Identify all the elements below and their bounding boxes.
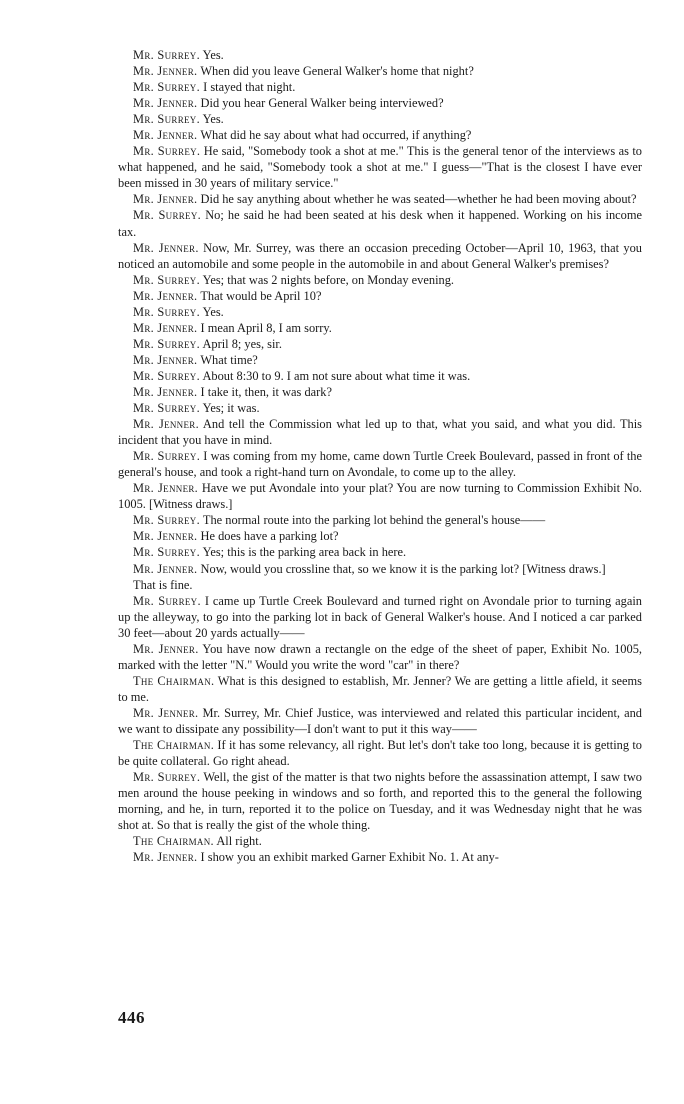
speech-text: Yes. [202,112,224,127]
transcript-paragraph [118,47,642,63]
transcript-paragraph [118,416,642,448]
speaker-name: Mr. Jenner. [133,529,198,544]
speaker-name: Mr. Jenner. [133,320,198,335]
speech-text: Well, the gist of the matter is that two nights before the assassination attempt, I saw two men around the house peeking in windows and so forth, and reported this to the general the following morning, and he, in turn, reported it to the police on Tuesday, and it was Wednesday night that he was shot at. So that is really the gist of the whole thing. [118,770,642,833]
transcript-paragraph [118,63,642,79]
speaker-name: Mr. Surrey. [133,545,201,560]
speaker-name: Mr. Jenner. [133,64,198,79]
transcript-paragraph [118,849,642,865]
transcript-paragraph [118,240,642,272]
speech-text: You have now drawn a rectangle on the edge of the sheet of paper, Exhibit No. 1005, marked with the letter "N." Would you write the word "car" in there? [118,641,642,672]
speaker-name: Mr. Surrey. [133,336,201,351]
transcript-paragraph [118,79,642,95]
speaker-name: Mr. Jenner. [133,192,198,207]
speaker-name: Mr. Surrey. [133,401,201,416]
speaker-name: Mr. Surrey. [133,593,201,608]
transcript-paragraph [118,544,642,560]
speaker-name: Mr. Jenner. [133,705,199,720]
speaker-name: Mr. Jenner. [133,288,198,303]
transcript-paragraph [118,673,642,705]
transcript-paragraph [118,577,642,593]
speech-text: Have we put Avondale into your plat? You are now turning to Commission Exhibit No. 1005. [Witness draws.] [118,481,642,512]
speech-text: Yes. [202,304,224,319]
speech-text: That is fine. [133,577,193,592]
transcript-paragraph [118,111,642,127]
transcript-paragraph [118,95,642,111]
speech-text: I stayed that night. [203,80,296,95]
speaker-name: Mr. Surrey. [133,208,202,223]
transcript-page [118,47,642,865]
speaker-name: Mr. Surrey. [133,513,201,528]
speaker-name: Mr. Surrey. [133,449,201,464]
speech-text: What is this designed to establish, Mr. Jenner? We are getting a little afield, it seems to me. [118,673,642,704]
speaker-name: Mr. Jenner. [133,850,198,865]
speech-text: He said, "Somebody took a shot at me." This is the general tenor of the interviews as to what happened, and he said, "Somebody took a shot at me." I guess—"That is the closest I have ever been missed in 30 years of military service." [118,144,642,191]
transcript-paragraph [118,833,642,849]
speech-text: Now, Mr. Surrey, was there an occasion preceding October—April 10, 1963, that you noticed an automobile and some people in the automobile in and about General Walker's premises? [118,240,642,271]
transcript-paragraph [118,705,642,737]
speaker-name: Mr. Jenner. [133,641,199,656]
transcript-paragraph [118,272,642,288]
transcript-paragraph [118,127,642,143]
page-number: 446 [118,1008,145,1027]
speech-text: Yes; it was. [202,401,260,416]
speech-text: Now, would you crossline that, so we know it is the parking lot? [Witness draws.] [200,561,606,576]
speech-text: When did you leave General Walker's home that night? [200,64,474,79]
transcript-paragraph [118,512,642,528]
speech-text: If it has some relevancy, all right. But let's don't take too long, because it is getting to be quite collateral. Go right ahead. [118,738,642,769]
speaker-name: Mr. Jenner. [133,240,199,255]
speech-text: That would be April 10? [200,288,322,303]
speech-text: And tell the Commission what led up to that, what you said, and what you did. This incident that you have in mind. [118,417,642,448]
speech-text: Mr. Surrey, Mr. Chief Justice, was interviewed and related this particular incident, and we want to dissipate any possibility—I don't want to put it this way—— [118,705,642,736]
speech-text: All right. [216,834,262,849]
transcript-paragraph [118,207,642,239]
transcript-paragraph [118,352,642,368]
speech-text: Yes; that was 2 nights before, on Monday evening. [202,272,454,287]
speaker-name: Mr. Surrey. [133,304,201,319]
transcript-paragraph [118,143,642,191]
transcript-paragraph [118,288,642,304]
speaker-name: Mr. Surrey. [133,368,201,383]
transcript-paragraph [118,304,642,320]
speech-text: I mean April 8, I am sorry. [200,320,332,335]
speaker-name: Mr. Surrey. [133,770,201,785]
speech-text: He does have a parking lot? [200,529,339,544]
transcript-paragraph [118,191,642,207]
transcript-paragraph [118,528,642,544]
transcript-paragraph [118,336,642,352]
speaker-name: Mr. Surrey. [133,80,201,95]
transcript-paragraph [118,769,642,833]
speech-text: What did he say about what had occurred, if anything? [200,128,472,143]
transcript-paragraph [118,384,642,400]
transcript-paragraph [118,641,642,673]
speech-text: Yes; this is the parking area back in here. [202,545,407,560]
speech-text: I was coming from my home, came down Turtle Creek Boulevard, passed in front of the general's house, and took a right-hand turn on Avondale, to come up to the alley. [118,449,642,480]
speech-text: No; he said he had been seated at his desk when it happened. Working on his income tax. [118,208,642,239]
speaker-name: The Chairman. [133,738,215,753]
speech-text: Did he say anything about whether he was seated—whether he had been moving about? [200,192,637,207]
speaker-name: Mr. Jenner. [133,481,199,496]
speaker-name: Mr. Surrey. [133,272,201,287]
transcript-paragraph [118,480,642,512]
speaker-name: Mr. Jenner. [133,417,199,432]
transcript-paragraph [118,448,642,480]
speaker-name: The Chairman. [133,834,214,849]
transcript-paragraph [118,400,642,416]
speech-text: The normal route into the parking lot behind the general's house—— [202,513,546,528]
transcript-paragraph [118,593,642,641]
speaker-name: Mr. Jenner. [133,561,198,576]
speech-text: What time? [200,352,258,367]
transcript-paragraph [118,737,642,769]
speaker-name: Mr. Surrey. [133,48,201,62]
speaker-name: Mr. Jenner. [133,384,198,399]
speaker-name: Mr. Surrey. [133,144,201,159]
transcript-paragraph [118,561,642,577]
speaker-name: Mr. Surrey. [133,112,201,127]
speech-text: I came up Turtle Creek Boulevard and turned right on Avondale prior to turning again up the alleyway, to go into the parking lot in back of General Walker's house. And I noticed a car parked 30 feet—about 20 yards actually—— [118,593,642,640]
speech-text: I show you an exhibit marked Garner Exhibit No. 1. At any- [200,850,499,865]
speaker-name: Mr. Jenner. [133,96,198,111]
speech-text: Did you hear General Walker being interviewed? [200,96,444,111]
speaker-name: The Chairman. [133,673,215,688]
speech-text: About 8:30 to 9. I am not sure about what time it was. [202,368,471,383]
speaker-name: Mr. Jenner. [133,352,198,367]
speech-text: April 8; yes, sir. [202,336,282,351]
speaker-name: Mr. Jenner. [133,128,198,143]
transcript-paragraph [118,320,642,336]
transcript-paragraph [118,368,642,384]
speech-text: Yes. [202,48,224,62]
speech-text: I take it, then, it was dark? [200,384,332,399]
